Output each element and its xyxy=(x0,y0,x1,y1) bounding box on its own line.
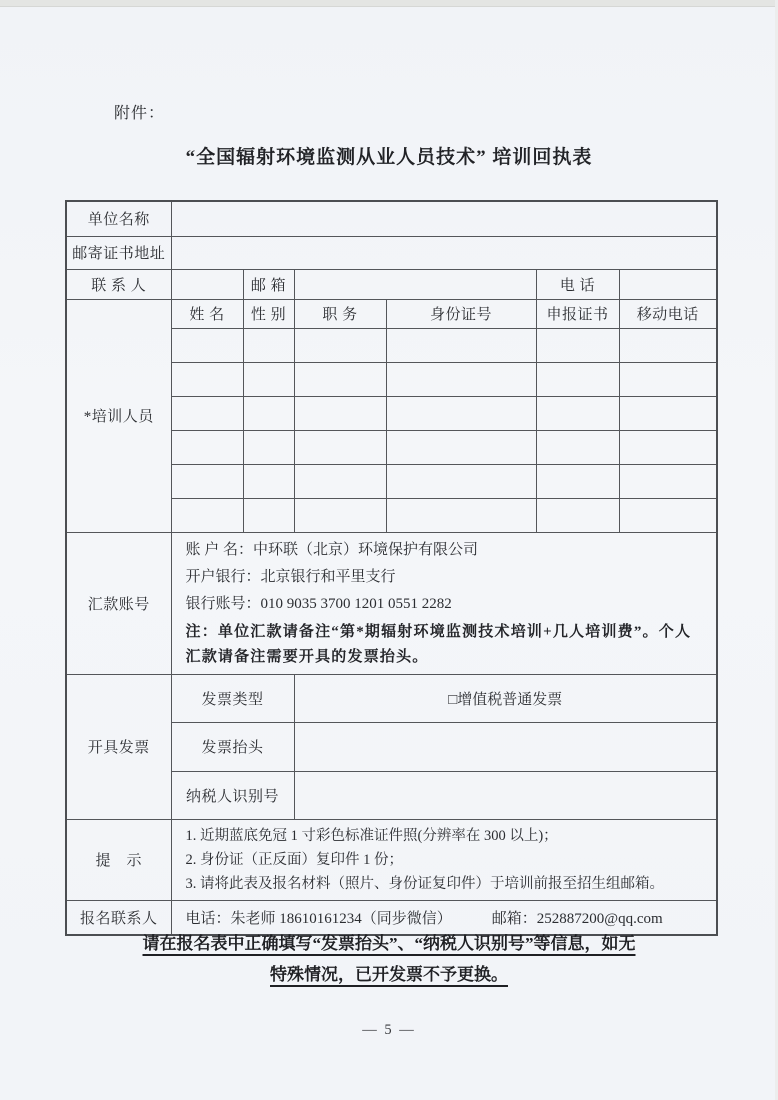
contact-label: 联 系 人 xyxy=(66,269,171,299)
contact-row xyxy=(66,269,717,299)
email-value-cell xyxy=(294,269,536,299)
remittance-account-number: 银行账号：010 9035 3700 1201 0551 2282 xyxy=(185,595,452,612)
trainee-cell xyxy=(243,362,294,396)
trainee-cell xyxy=(386,362,536,396)
trainee-cell xyxy=(294,362,386,396)
trainee-cell xyxy=(294,328,386,362)
trainee-header-row xyxy=(66,299,717,328)
registration-contact-phone: 电话：朱老师 18610161234（同步微信） xyxy=(185,910,452,927)
phone-value-cell xyxy=(619,269,717,299)
invoice-type-value: □增值税普通发票 xyxy=(294,674,717,722)
mailing-address-value-cell xyxy=(171,236,717,269)
footer-note-line2: 特殊情况，已开发票不予更换。 xyxy=(270,965,508,984)
trainee-cell xyxy=(294,396,386,430)
trainee-cell xyxy=(536,362,619,396)
tips-row xyxy=(66,819,717,900)
trainee-cell xyxy=(386,498,536,532)
tips-content-cell xyxy=(171,819,717,900)
mailing-address-row xyxy=(66,236,717,269)
invoice-title-value-cell xyxy=(294,722,717,771)
unit-name-value-cell xyxy=(171,201,717,236)
trainee-cell xyxy=(536,430,619,464)
unit-name-label: 单位名称 xyxy=(66,201,171,236)
email-label: 邮 箱 xyxy=(243,269,294,299)
trainee-cell xyxy=(536,396,619,430)
invoice-title-label: 发票抬头 xyxy=(171,722,294,771)
trainee-col-certificate: 申报证书 xyxy=(536,299,619,328)
page-number: — 5 — xyxy=(362,1022,416,1038)
scan-top-edge xyxy=(0,0,778,7)
registration-form-table xyxy=(65,200,718,936)
taxpayer-id-value-cell xyxy=(294,771,717,819)
remittance-note: 注：单位汇款请备注“第*期辐射环境监测技术培训+几人培训费”。个人汇款请备注需要开具的发票抬头。 xyxy=(185,623,692,665)
trainee-cell xyxy=(619,328,717,362)
trainee-cell xyxy=(243,396,294,430)
trainee-cell xyxy=(386,464,536,498)
trainee-cell xyxy=(619,430,717,464)
remittance-row xyxy=(66,532,717,674)
remittance-account-name: 账 户 名：中环联（北京）环境保护有限公司 xyxy=(185,541,479,558)
trainee-cell xyxy=(243,430,294,464)
taxpayer-id-label: 纳税人识别号 xyxy=(171,771,294,819)
trainee-cell xyxy=(536,328,619,362)
tips-label: 提 示 xyxy=(66,819,171,900)
footer-note-line1: 请在报名表中正确填写“发票抬头”、“纳税人识别号”等信息，如无 xyxy=(142,934,636,953)
invoice-type-row xyxy=(66,674,717,722)
remittance-content-cell xyxy=(171,532,717,674)
trainee-cell xyxy=(386,396,536,430)
trainee-cell xyxy=(171,396,243,430)
invoice-label: 开具发票 xyxy=(66,674,171,819)
trainee-cell xyxy=(619,362,717,396)
trainee-col-gender: 性 别 xyxy=(243,299,294,328)
trainee-cell xyxy=(386,430,536,464)
contact-value-cell xyxy=(171,269,243,299)
phone-label: 电 话 xyxy=(536,269,619,299)
unit-name-row xyxy=(66,201,717,236)
registration-contact-label: 报名联系人 xyxy=(66,900,171,935)
remittance-label: 汇款账号 xyxy=(66,532,171,674)
mailing-address-label: 邮寄证书地址 xyxy=(66,236,171,269)
trainee-cell xyxy=(171,430,243,464)
footer-note xyxy=(0,928,778,990)
trainee-cell xyxy=(619,396,717,430)
trainee-cell xyxy=(171,464,243,498)
trainees-label: *培训人员 xyxy=(66,299,171,532)
trainee-cell xyxy=(171,362,243,396)
trainee-cell xyxy=(171,328,243,362)
trainee-cell xyxy=(294,498,386,532)
attachment-label: 附件： xyxy=(114,105,166,122)
trainee-cell xyxy=(294,430,386,464)
trainee-cell xyxy=(386,328,536,362)
trainee-cell xyxy=(619,464,717,498)
trainee-cell xyxy=(171,498,243,532)
tip-item-1: 1. 近期蓝底免冠 1 寸彩色标准证件照(分辨率在 300 以上)； xyxy=(185,827,558,844)
trainee-cell xyxy=(536,498,619,532)
trainee-col-id-number: 身份证号 xyxy=(386,299,536,328)
registration-contact-email: 邮箱：252887200@qq.com xyxy=(491,910,663,927)
page-title: “全国辐射环境监测从业人员技术” 培训回执表 xyxy=(185,147,593,168)
trainee-cell xyxy=(243,498,294,532)
trainee-col-name: 姓 名 xyxy=(171,299,243,328)
trainee-cell xyxy=(536,464,619,498)
trainee-cell xyxy=(243,464,294,498)
tip-item-2: 2. 身份证（正反面）复印件 1 份； xyxy=(185,851,403,868)
invoice-type-label: 发票类型 xyxy=(171,674,294,722)
trainee-cell xyxy=(243,328,294,362)
tip-item-3: 3. 请将此表及报名材料（照片、身份证复印件）于培训前报至招生组邮箱。 xyxy=(185,875,664,892)
trainee-col-mobile: 移动电话 xyxy=(619,299,717,328)
trainee-col-position: 职 务 xyxy=(294,299,386,328)
trainee-cell xyxy=(294,464,386,498)
trainee-cell xyxy=(619,498,717,532)
remittance-bank: 开户银行：北京银行和平里支行 xyxy=(185,568,396,585)
